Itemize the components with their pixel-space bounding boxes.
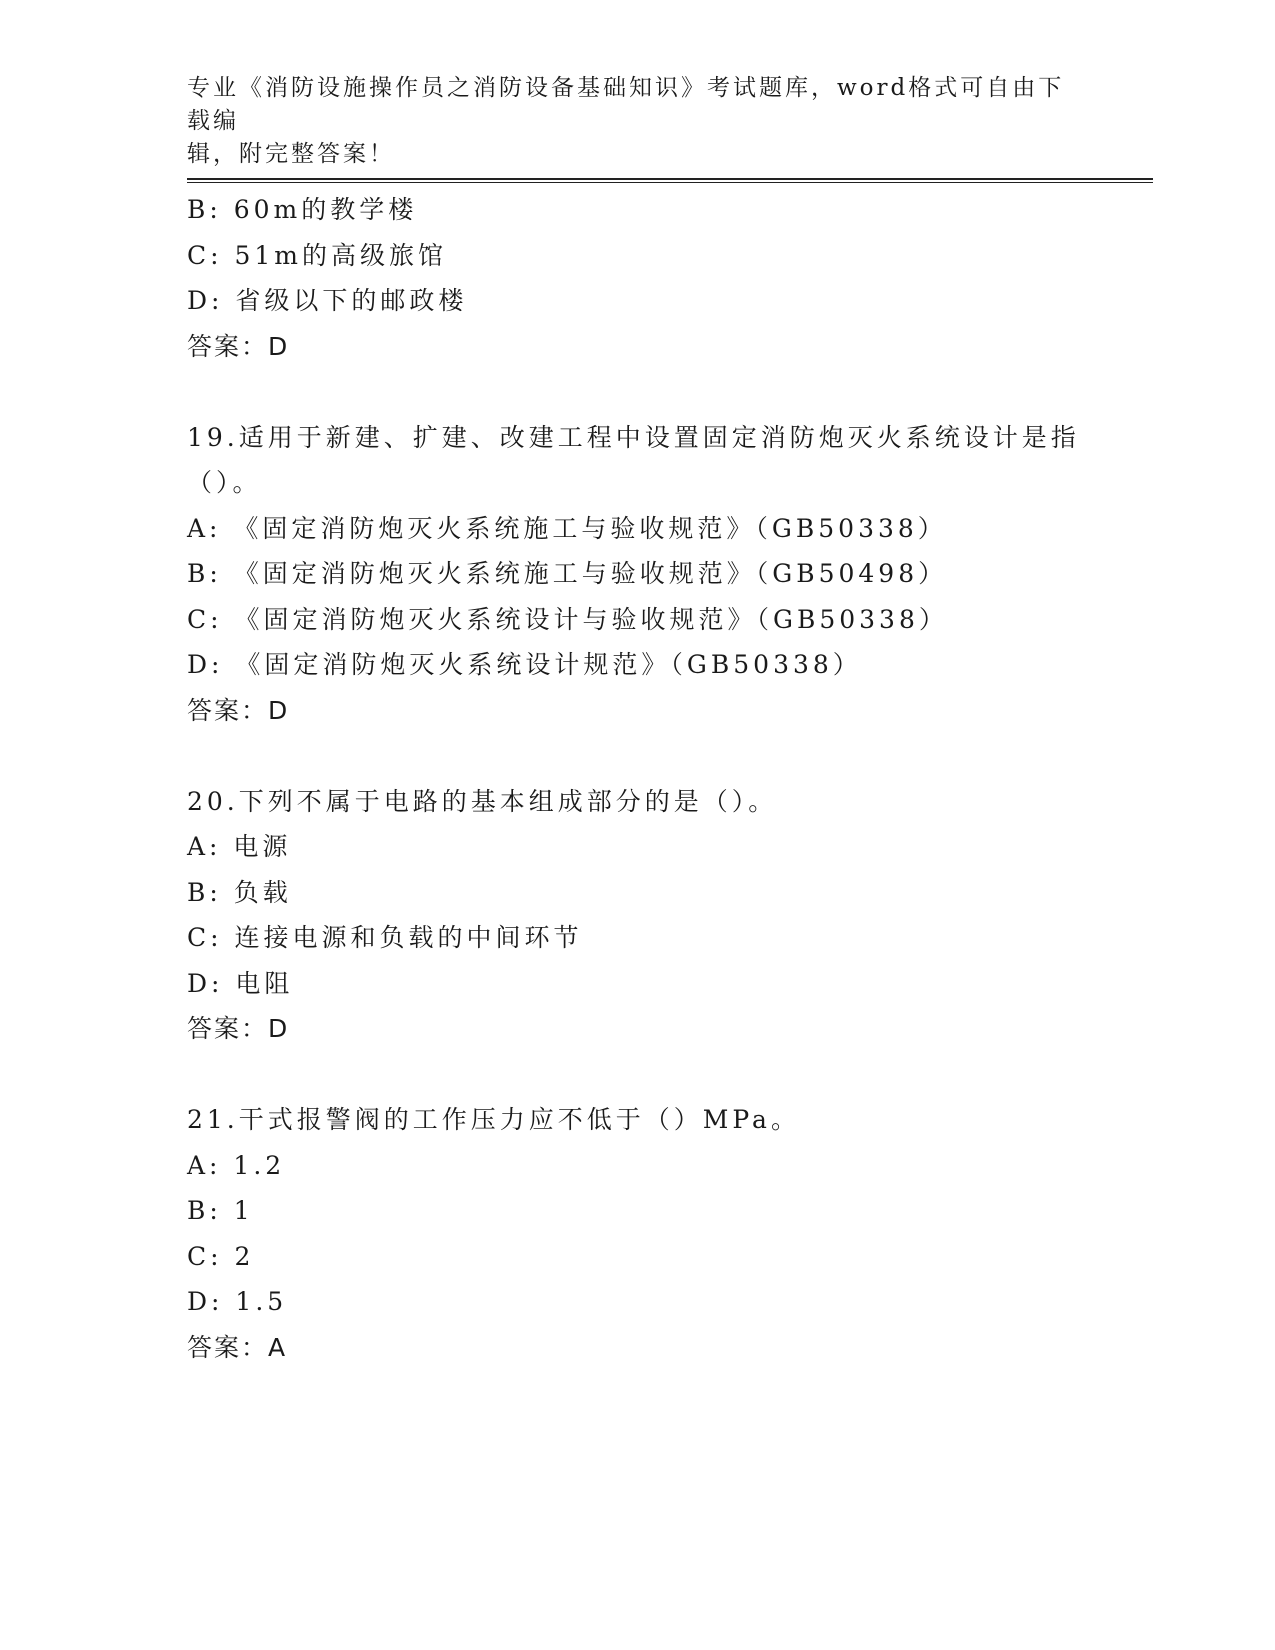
question-19-block	[187, 415, 1087, 734]
q21-option-a: A: 1.2	[187, 1150, 286, 1180]
block-spacer	[187, 733, 1087, 779]
block-spacer	[187, 369, 1087, 415]
block-spacer	[187, 1052, 1087, 1098]
q21-question: 21.干式报警阀的工作压力应不低于（）MPa。	[187, 1105, 800, 1134]
header-divider	[187, 178, 1153, 183]
q19-question-line-2: （）。	[187, 468, 262, 497]
q19-option-b: B: 《固定消防炮灭火系统施工与验收规范》（GB50498）	[187, 559, 948, 588]
q21-option-d: D: 1.5	[187, 1287, 288, 1316]
q19-option-c: C: 《固定消防炮灭火系统设计与验收规范》（GB50338）	[187, 604, 948, 634]
question-18-block	[187, 187, 1087, 369]
q20-answer: 答案：D	[187, 1014, 290, 1043]
q19-answer: 答案：D	[187, 695, 290, 725]
q20-option-c: C: 连接电源和负载的中间环节	[187, 923, 583, 952]
q18-option-b: B: 60m的教学楼	[187, 195, 418, 224]
q20-option-a: A: 电源	[187, 832, 292, 861]
q21-option-c: C: 2	[187, 1241, 255, 1271]
q18-option-c: C: 51m的高级旅馆	[187, 240, 448, 270]
q18-answer: 答案：D	[187, 331, 290, 361]
q20-option-d: D: 电阻	[187, 968, 294, 998]
document-header	[187, 72, 1067, 171]
q21-answer: 答案：A	[187, 1332, 288, 1362]
q19-option-d: D: 《固定消防炮灭火系统设计规范》（GB50338）	[187, 650, 862, 679]
header-line-2: 辑，附完整答案！	[187, 141, 395, 167]
q21-option-b: B: 1	[187, 1196, 254, 1225]
question-20-block	[187, 779, 1087, 1052]
q19-option-a: A: 《固定消防炮灭火系统施工与验收规范》（GB50338）	[187, 513, 947, 543]
question-21-block	[187, 1097, 1087, 1370]
q20-question: 20.下列不属于电路的基本组成部分的是（）。	[187, 786, 778, 816]
header-line-1: 专业《消防设施操作员之消防设备基础知识》考试题库，word格式可自由下载编	[187, 75, 1065, 134]
question-list	[187, 187, 1087, 1370]
q20-option-b: B: 负载	[187, 877, 292, 907]
q18-option-d: D: 省级以下的邮政楼	[187, 286, 468, 315]
q19-question-line-1: 19.适用于新建、扩建、改建工程中设置固定消防炮灭火系统设计是指	[187, 422, 1080, 452]
